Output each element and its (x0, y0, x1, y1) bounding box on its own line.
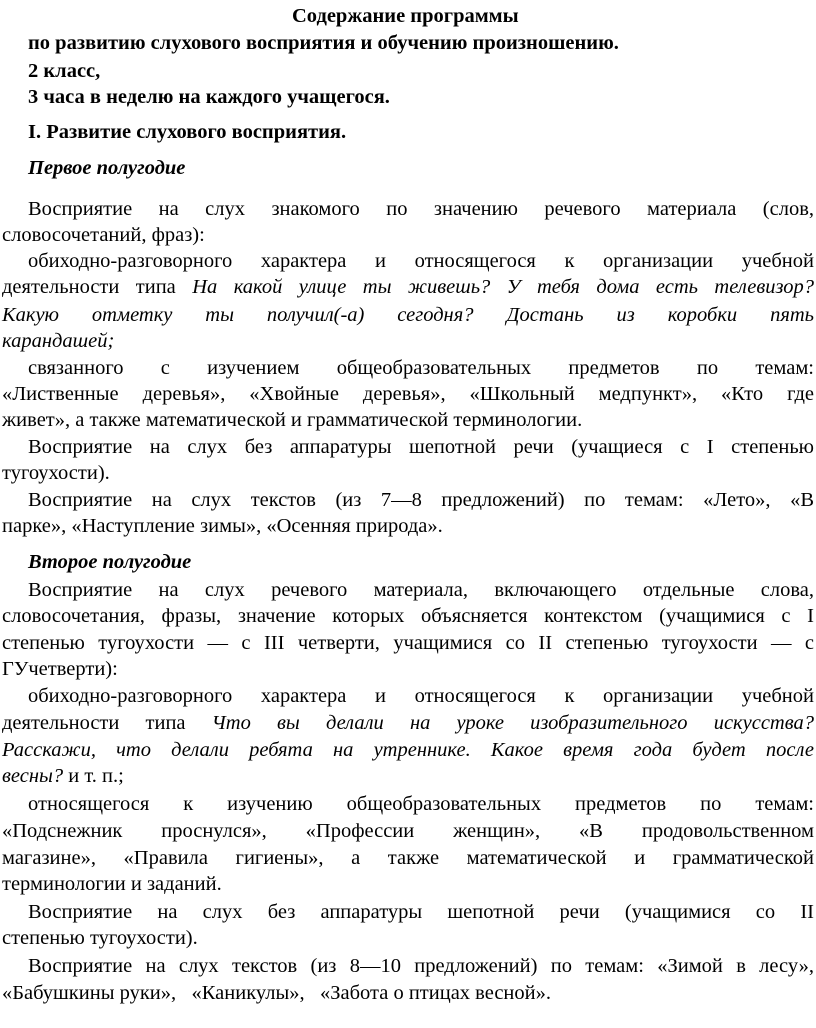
half1-p2-line2-plain: деятельности типа (2, 276, 193, 298)
half2-p4-line2: степенью тугоухости). (2, 927, 198, 949)
half1-p5-line1: Восприятие на слух текстов (из 7—8 предложений) по темам: «Лето», «В (28, 489, 814, 511)
half1-p3-line1: связанного с изучением общеобразовательных предметов по темам: (28, 357, 814, 379)
half2-p4-line1: Восприятие на слух без аппаратуры шепотной речи (учащимися со II (28, 901, 814, 923)
half2-p2-line2 (2, 710, 814, 736)
half1-p4-line2: тугоухости). (2, 462, 110, 484)
half1-p2-line3: Какую отметку ты получил(-а) сегодня? Достань из коробки пять (2, 304, 814, 326)
half1-p2-line2 (2, 274, 814, 300)
half2-p2-line3: Расскажи, что делали ребята на утреннике. Какое время года будет после (2, 739, 814, 761)
half1-p5-line2: парке», «Наступление зимы», «Осенняя природа». (2, 515, 443, 537)
half1-p2-line4: карандашей; (2, 330, 115, 352)
half2-p1-line2: словосочетания, фразы, значение которых объясняется контекстом (учащимися с I (2, 605, 814, 627)
half2-p5-line1: Восприятие на слух текстов (из 8—10 предложений) по темам: «Зимой в лесу», (28, 955, 814, 977)
half1-p2-line1: обиходно-разговорного характера и относящегося к организации учебной (28, 250, 814, 272)
hours-label: 3 часа в неделю на каждого учащегося. (28, 86, 390, 108)
half2-p2-line4 (2, 763, 124, 789)
half1-p3-line3: живет», а также математической и грамматической терминологии. (2, 409, 583, 431)
half2-title: Второе полугодие (28, 551, 192, 573)
half2-p1-line3: степенью тугоухости — с III четверти, учащимися со II степенью тугоухости — с (2, 632, 814, 654)
half2-p2-line4-plain: и т. п.; (63, 765, 124, 787)
program-subtitle: по развитию слухового восприятия и обучению произношению. (28, 32, 619, 54)
half2-p3-line4: терминологии и заданий. (2, 873, 222, 895)
half1-p4-line1: Восприятие на слух без аппаратуры шепотной речи (учащиеся с I степенью (28, 436, 814, 458)
half2-p2-line2-plain: деятельности типа (2, 712, 212, 734)
section-title: I. Развитие слухового восприятия. (28, 121, 347, 143)
grade-label: 2 класс, (28, 60, 101, 82)
half1-p1-line1: Восприятие на слух знакомого по значению речевого материала (слов, (28, 198, 814, 220)
half1-p1-line2: словосочетаний, фраз): (2, 224, 205, 246)
half1-p2-line2-italic: На какой улице ты живешь? У тебя дома есть телевизор? (192, 276, 814, 298)
half2-p5-line2: «Бабушкины руки», «Каникулы», «Забота о птицах весной». (2, 982, 551, 1004)
half2-p2-line4-italic: весны? (2, 765, 64, 787)
half1-title: Первое полугодие (28, 157, 186, 179)
half2-p3-line2: «Подснежник проснулся», «Профессии женщин», «В продовольственном (2, 820, 814, 842)
program-title: Содержание программы (292, 5, 519, 27)
half1-p3-line2: «Лиственные деревья», «Хвойные деревья», «Школьный медпункт», «Кто где (2, 383, 814, 405)
half2-p1-line1: Восприятие на слух речевого материала, включающего отдельные слова, (28, 579, 814, 601)
half2-p3-line1: относящегося к изучению общеобразовательных предметов по темам: (28, 793, 814, 815)
half2-p1-line4: ГУчетверти): (2, 658, 118, 680)
half2-p2-line2-italic: Что вы делали на уроке изобразительного искусства? (211, 712, 814, 734)
half2-p3-line3: магазине», «Правила гигиены», а также математической и грамматической (2, 847, 814, 869)
half2-p2-line1: обиходно-разговорного характера и относящегося к организации учебной (28, 685, 814, 707)
